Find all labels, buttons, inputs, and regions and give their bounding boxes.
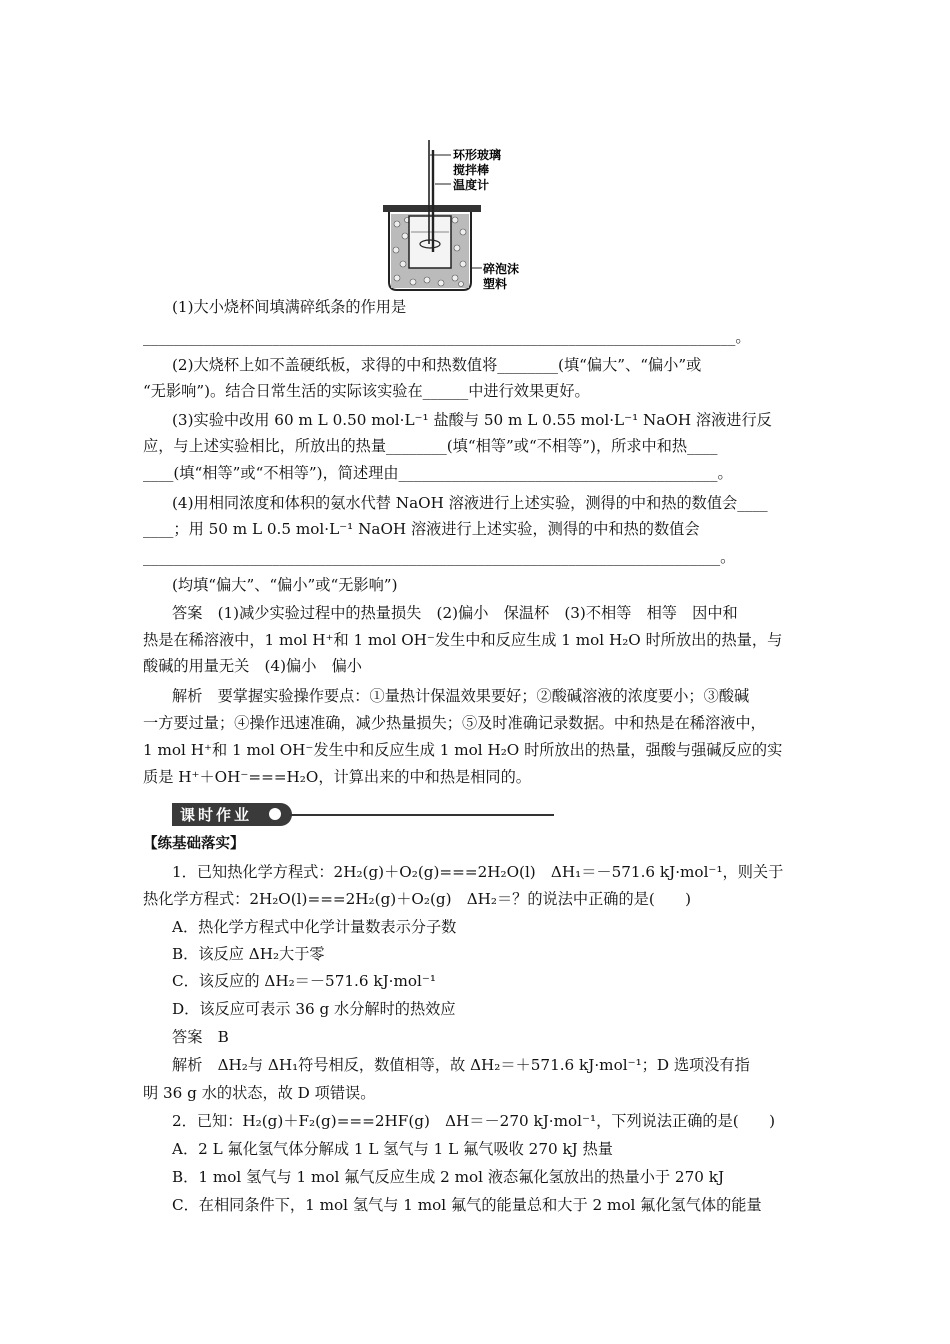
question-2-line-1: (2)大烧杯上如不盖硬纸板，求得的中和热数值将________(填“偏大”、“偏小”或 [172, 356, 702, 374]
question-4-line-1: (4)用相同浓度和体积的氨水代替 NaOH 溶液进行上述实验，测得的中和热的数值会____ [172, 494, 768, 512]
analysis-line-2: 一方要过量；④操作迅速准确，减少热量损失；⑤及时准确记录数据。中和热是在稀溶液中， [143, 714, 766, 732]
question-2-line-2: “无影响”)。结合日常生活的实际该实验在______中进行效果更好。 [143, 382, 590, 400]
problem-2-option-b: B．1 mol 氢气与 1 mol 氟气反应生成 2 mol 液态氟化氢放出的热量小于 270 kJ [172, 1168, 725, 1186]
question-3-line-3: ____(填“相等”或“不相等”)，简述理由__________________________________________。 [143, 464, 733, 482]
label-stirrer-2: 搅拌棒 [453, 163, 490, 177]
problem-1-answer: 答案 B [172, 1028, 229, 1046]
question-3-line-2: 应，与上述实验相比，所放出的热量________(填“相等”或“不相等”)，所求中和热____ [143, 437, 718, 455]
analysis-line-4: 质是 H⁺＋OH⁻===H₂O，计算出来的中和热是相同的。 [143, 768, 531, 786]
problem-2-option-a: A．2 L 氟化氢气体分解成 1 L 氢气与 1 L 氟气吸收 270 kJ 热量 [172, 1140, 613, 1158]
label-foam-2: 塑料 [483, 277, 508, 291]
analysis-line-3: 1 mol H⁺和 1 mol OH⁻发生中和反应生成 1 mol H₂O 时所放出的热量，强酸与强碱反应的实 [143, 741, 783, 759]
answer-blank-line: ______________________________________________________________________________。 [143, 328, 751, 346]
problem-1-line-1: 1．已知热化学方程式：2H₂(g)＋O₂(g)===2H₂O(l) ΔH₁＝－571.6 kJ·mol⁻¹，则关于 [172, 863, 784, 881]
problem-1-option-a: A．热化学方程式中化学计量数表示分子数 [172, 918, 457, 936]
problem-1-line-2: 热化学方程式：2H₂O(l)===2H₂(g)＋O₂(g) ΔH₂＝？的说法中正确的是( ) [143, 890, 692, 908]
analysis-line-1: 解析 要掌握实验操作要点：①量热计保温效果要好；②酸碱溶液的浓度要小；③酸碱 [172, 687, 750, 705]
answer-line-1: 答案 (1)减少实验过程中的热量损失 (2)偏小 保温杯 (3)不相等 相等 因中和 [172, 604, 738, 622]
bullet-dot-icon [269, 808, 281, 820]
problem-1-option-c: C．该反应的 ΔH₂＝－571.6 kJ·mol⁻¹ [172, 972, 436, 990]
section-divider [290, 814, 554, 816]
section-title: 课时作业 [180, 806, 253, 824]
calorimeter-figure [383, 140, 523, 295]
subsection-title: 【练基础落实】 [143, 836, 245, 852]
answer-line-2: 热是在稀溶液中，1 mol H⁺和 1 mol OH⁻发生中和反应生成 1 mol H₂O 时所放出的热量，与 [143, 631, 783, 649]
label-thermometer: 温度计 [453, 178, 490, 192]
problem-1-option-b: B．该反应 ΔH₂大于零 [172, 945, 325, 963]
question-4-note: (均填“偏大”、“偏小”或“无影响”) [172, 576, 398, 594]
section-header [172, 803, 552, 829]
label-stirrer-1: 环形玻璃 [453, 148, 502, 162]
problem-1-analysis-1: 解析 ΔH₂与 ΔH₁符号相反，数值相等，故 ΔH₂＝＋571.6 kJ·mol⁻¹；D 选项没有指 [172, 1056, 750, 1074]
problem-1-analysis-2: 明 36 g 水的状态，故 D 项错误。 [143, 1084, 376, 1102]
question-1: (1)大小烧杯间填满碎纸条的作用是 [172, 298, 407, 316]
question-4-line-2: ____；用 50 m L 0.5 mol·L⁻¹ NaOH 溶液进行上述实验，测得的中和热的数值会 [143, 520, 700, 538]
problem-1-option-d: D．该反应可表示 36 g 水分解时的热效应 [172, 1000, 456, 1018]
problem-2-line-1: 2．已知：H₂(g)＋F₂(g)===2HF(g) ΔH＝－270 kJ·mol⁻¹，下列说法正确的是( ) [172, 1112, 776, 1130]
inner-beaker [409, 216, 451, 268]
question-4-line-3: ____________________________________________________________________________。 [143, 548, 736, 566]
label-foam-1: 碎泡沫 [483, 262, 520, 276]
question-3-line-1: (3)实验中改用 60 m L 0.50 mol·L⁻¹ 盐酸与 50 m L 0.55 mol·L⁻¹ NaOH 溶液进行反 [172, 411, 772, 429]
answer-line-3: 酸碱的用量无关 (4)偏小 偏小 [143, 657, 362, 675]
problem-2-option-c: C．在相同条件下，1 mol 氢气与 1 mol 氟气的能量总和大于 2 mol 氟化氢气体的能量 [172, 1196, 762, 1214]
